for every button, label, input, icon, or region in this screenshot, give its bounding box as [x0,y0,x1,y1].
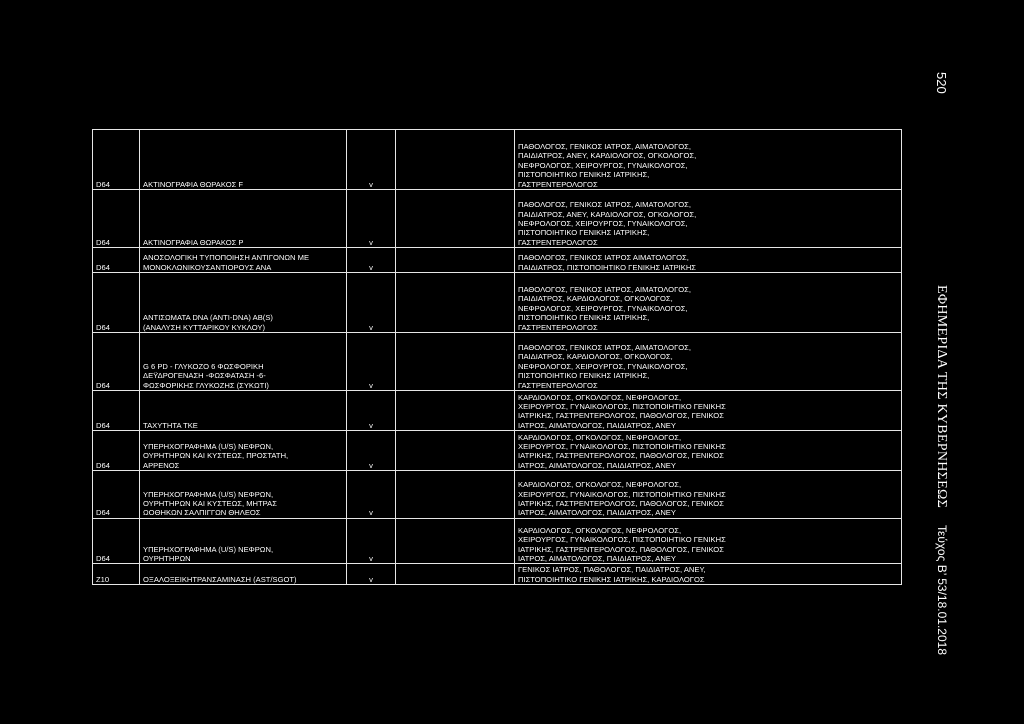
exam-code: D64 [93,272,140,332]
specialty-line: ΠΑΘΟΛΟΓΟΣ, ΓΕΝΙΚΟΣ ΙΑΤΡΟΣ, ΑΙΜΑΤΟΛΟΓΟΣ, [518,343,691,353]
exam-description-line: ΔΕΫΔΡΟΓΕΝΑΣΗ -ΦΩΣΦΑΤΑΣΗ -6- [143,371,266,381]
exam-description-line: ΟΥΡΗΤΗΡΩΝ [143,553,191,563]
table-row [93,130,902,190]
empty-cell [396,130,515,190]
specialty-line: ΠΑΘΟΛΟΓΟΣ, ΓΕΝΙΚΟΣ ΙΑΤΡΟΣ, ΑΙΜΑΤΟΛΟΓΟΣ, [518,142,691,152]
specialty-line: ΧΕΙΡΟΥΡΓΟΣ, ΓΥΝΑΙΚΟΛΟΓΟΣ, ΠΙΣΤΟΠΟΙΗΤΙΚΟ ΓΕΝΙΚΗΣ [518,401,726,411]
exam-description [140,518,347,564]
specialties-cell [515,564,902,585]
specialty-line: ΠΙΣΤΟΠΟΙΗΤΙΚΟ ΓΕΝΙΚΗΣ ΙΑΤΡΙΚΗΣ, [518,371,650,381]
exams-table [92,129,902,585]
gazette-title: ΕΦΗΜΕΡΙΔΑ ΤΗΣ ΚΥΒΕΡΝΗΣΕΩΣ [934,285,949,509]
table-row [93,333,902,391]
specialty-line: ΝΕΦΡΟΛΟΓΟΣ, ΧΕΙΡΟΥΡΓΟΣ, ΓΥΝΑΙΚΟΛΟΓΟΣ, [518,160,688,170]
specialty-line: ΧΕΙΡΟΥΡΓΟΣ, ΓΥΝΑΙΚΟΛΟΓΟΣ, ΠΙΣΤΟΠΟΙΗΤΙΚΟ ΓΕΝΙΚΗΣ [518,489,726,499]
empty-cell [396,190,515,248]
check-mark: v [347,431,396,471]
specialties-cell [515,333,902,391]
specialties-cell [515,190,902,248]
exam-description-line: ΤΑΧΥΤΗΤΑ ΤΚΕ [143,420,198,430]
empty-cell [396,272,515,332]
table-body [93,130,902,585]
check-mark: v [347,272,396,332]
exam-code: D64 [93,391,140,431]
specialties-cell [515,431,902,471]
specialty-line: ΙΑΤΡΙΚΗΣ, ΓΑΣΤΡΕΝΤΕΡΟΛΟΓΟΣ, ΠΑΘΟΛΟΓΟΣ, ΓΕΝΙΚΟΣ [518,544,724,554]
empty-cell [396,471,515,519]
specialties-cell [515,248,902,273]
check-mark: v [347,190,396,248]
empty-cell [396,564,515,585]
exam-description-line: ΜΟΝΟΚΛΩΝΙΚΟΥΣΑΝΤΙΟΡΟΥΣ ΑΝΑ [143,262,272,272]
specialty-line: ΓΑΣΤΡΕΝΤΕΡΟΛΟΓΟΣ [518,179,598,189]
issue-info: Τεύχος Β’ 53/18.01.2018 [935,525,949,655]
exam-code: Z10 [93,564,140,585]
page-number: 520 [934,72,949,94]
specialty-line: ΙΑΤΡΙΚΗΣ, ΓΑΣΤΡΕΝΤΕΡΟΛΟΓΟΣ, ΠΑΘΟΛΟΓΟΣ, ΓΕΝΙΚΟΣ [518,411,724,421]
exam-description-line: ΑΡΡΕΝΟΣ [143,460,180,470]
exam-code: D64 [93,431,140,471]
exam-code: D64 [93,333,140,391]
empty-cell [396,391,515,431]
exam-description [140,272,347,332]
exam-description [140,564,347,585]
specialty-line: ΓΑΣΤΡΕΝΤΕΡΟΛΟΓΟΣ [518,322,598,332]
exam-description [140,248,347,273]
specialties-cell [515,471,902,519]
table-row [93,190,902,248]
exam-description-line: ΥΠΕΡΗΧΟΓΡΑΦΗΜΑ (U/S) ΝΕΦΡΩΝ, [143,441,274,451]
table-row [93,391,902,431]
table-row [93,272,902,332]
specialty-line: ΠΙΣΤΟΠΟΙΗΤΙΚΟ ΓΕΝΙΚΗΣ ΙΑΤΡΙΚΗΣ, [518,228,650,238]
empty-cell [396,333,515,391]
specialty-line: ΙΑΤΡΟΣ, ΑΙΜΑΤΟΛΟΓΟΣ, ΠΑΙΔΙΑΤΡΟΣ, ΑΝΕΥ [518,553,676,563]
check-mark: v [347,391,396,431]
specialties-cell [515,391,902,431]
check-mark: v [347,564,396,585]
exam-description-line: ΩΟΘΗΚΩΝ ΣΑΛΠΙΓΓΩΝ ΘΗΛΕΟΣ [143,508,261,518]
exam-description-line: ΑΚΤΙΝΟΓΡΑΦΙΑ ΘΩΡΑΚΟΣ P [143,237,244,247]
exam-description [140,333,347,391]
specialty-line: ΠΙΣΤΟΠΟΙΗΤΙΚΟ ΓΕΝΙΚΗΣ ΙΑΤΡΙΚΗΣ, [518,313,650,323]
empty-cell [396,431,515,471]
specialty-line: ΝΕΦΡΟΛΟΓΟΣ, ΧΕΙΡΟΥΡΓΟΣ, ΓΥΝΑΙΚΟΛΟΓΟΣ, [518,361,688,371]
specialties-cell [515,130,902,190]
specialty-line: ΓΑΣΤΡΕΝΤΕΡΟΛΟΓΟΣ [518,380,598,390]
specialty-line: ΙΑΤΡΟΣ, ΑΙΜΑΤΟΛΟΓΟΣ, ΠΑΙΔΙΑΤΡΟΣ, ΑΝΕΥ [518,460,676,470]
table-row [93,564,902,585]
specialty-line: ΠΙΣΤΟΠΟΙΗΤΙΚΟ ΓΕΝΙΚΗΣ ΙΑΤΡΙΚΗΣ, ΚΑΡΔΙΟΛΟΓΟΣ [518,574,705,584]
exam-description [140,391,347,431]
exam-description-line: ΦΩΣΦΟΡΙΚΗΣ ΓΛΥΚΟΖΗΣ (ΣΥΚΩΤΙ) [143,380,269,390]
exam-description-line: ΟΥΡΗΤΗΡΩΝ ΚΑΙ ΚΥΣΤΕΩΣ, ΠΡΟΣΤΑΤΗ, [143,451,289,461]
specialty-line: ΠΑΘΟΛΟΓΟΣ, ΓΕΝΙΚΟΣ ΙΑΤΡΟΣ ΑΙΜΑΤΟΛΟΓΟΣ, [518,253,689,263]
specialty-line: ΧΕΙΡΟΥΡΓΟΣ, ΓΥΝΑΙΚΟΛΟΓΟΣ, ΠΙΣΤΟΠΟΙΗΤΙΚΟ ΓΕΝΙΚΗΣ [518,441,726,451]
exam-description [140,130,347,190]
specialty-line: ΧΕΙΡΟΥΡΓΟΣ, ΓΥΝΑΙΚΟΛΟΓΟΣ, ΠΙΣΤΟΠΟΙΗΤΙΚΟ ΓΕΝΙΚΗΣ [518,535,726,545]
check-mark: v [347,130,396,190]
exam-code: D64 [93,190,140,248]
check-mark: v [347,518,396,564]
exam-description-line: ΑΝΤΙΣΩΜΑΤΑ DNA (ANTI-DNA) AB(S) [143,313,273,323]
exam-description [140,471,347,519]
specialty-line: ΙΑΤΡΟΣ, ΑΙΜΑΤΟΛΟΓΟΣ, ΠΑΙΔΙΑΤΡΟΣ, ΑΝΕΥ [518,508,676,518]
exam-description-line: ΥΠΕΡΗΧΟΓΡΑΦΗΜΑ (U/S) ΝΕΦΡΩΝ, [143,489,274,499]
exam-description-line: (ΑΝΑΛΥΣΗ ΚΥΤΤΑΡΙΚΟΥ ΚΥΚΛΟΥ) [143,322,265,332]
specialty-line: ΝΕΦΡΟΛΟΓΟΣ, ΧΕΙΡΟΥΡΓΟΣ, ΓΥΝΑΙΚΟΛΟΓΟΣ, [518,218,688,228]
check-mark: v [347,248,396,273]
exam-description-line: ΑΝΟΣΟΛΟΓΙΚΗ ΤΥΠΟΠΟΙΗΣΗ ΑΝΤΙΓΟΝΩΝ ΜΕ [143,253,310,263]
specialty-line: ΙΑΤΡΙΚΗΣ, ΓΑΣΤΡΕΝΤΕΡΟΛΟΓΟΣ, ΠΑΘΟΛΟΓΟΣ, ΓΕΝΙΚΟΣ [518,451,724,461]
exam-description-line: ΟΥΡΗΤΗΡΩΝ ΚΑΙ ΚΥΣΤΕΩΣ, ΜΗΤΡΑΣ [143,498,277,508]
specialties-cell [515,272,902,332]
specialty-line: ΙΑΤΡΟΣ, ΑΙΜΑΤΟΛΟΓΟΣ, ΠΑΙΔΙΑΤΡΟΣ, ΑΝΕΥ [518,420,676,430]
table-row [93,431,902,471]
exam-code: D64 [93,518,140,564]
specialty-line: ΚΑΡΔΙΟΛΟΓΟΣ, ΟΓΚΟΛΟΓΟΣ, ΝΕΦΡΟΛΟΓΟΣ, [518,480,682,490]
exam-description-line: ΥΠΕΡΗΧΟΓΡΑΦΗΜΑ (U/S) ΝΕΦΡΩΝ, [143,544,274,554]
specialty-line: ΝΕΦΡΟΛΟΓΟΣ, ΧΕΙΡΟΥΡΓΟΣ, ΓΥΝΑΙΚΟΛΟΓΟΣ, [518,303,688,313]
specialty-line: ΠΑΙΔΙΑΤΡΟΣ, ΠΙΣΤΟΠΟΙΗΤΙΚΟ ΓΕΝΙΚΗΣ ΙΑΤΡΙΚΗΣ [518,262,697,272]
exam-description-line: ΑΚΤΙΝΟΓΡΑΦΙΑ ΘΩΡΑΚΟΣ F [143,179,244,189]
exam-code: D64 [93,248,140,273]
specialty-line: ΠΙΣΤΟΠΟΙΗΤΙΚΟ ΓΕΝΙΚΗΣ ΙΑΤΡΙΚΗΣ, [518,170,650,180]
table-row [93,471,902,519]
specialty-line: ΠΑΙΔΙΑΤΡΟΣ, ΑΝΕΥ, ΚΑΡΔΙΟΛΟΓΟΣ, ΟΓΚΟΛΟΓΟΣ, [518,151,697,161]
specialty-line: ΙΑΤΡΙΚΗΣ, ΓΑΣΤΡΕΝΤΕΡΟΛΟΓΟΣ, ΠΑΘΟΛΟΓΟΣ, ΓΕΝΙΚΟΣ [518,498,724,508]
exam-description-line: ΟΞΑΛΟΞΕΙΚΗΤΡΑΝΣΑΜΙΝΑΣΗ (AST/SGOT) [143,574,297,584]
exam-description [140,190,347,248]
check-mark: v [347,471,396,519]
check-mark: v [347,333,396,391]
table-row [93,248,902,273]
exam-description [140,431,347,471]
specialty-line: ΓΑΣΤΡΕΝΤΕΡΟΛΟΓΟΣ [518,237,598,247]
specialty-line: ΚΑΡΔΙΟΛΟΓΟΣ, ΟΓΚΟΛΟΓΟΣ, ΝΕΦΡΟΛΟΓΟΣ, [518,392,682,402]
specialty-line: ΓΕΝΙΚΟΣ ΙΑΤΡΟΣ, ΠΑΘΟΛΟΓΟΣ, ΠΑΙΔΙΑΤΡΟΣ, ΑΝΕΥ, [518,565,706,575]
exam-description-line: G 6 PD - ΓΛΥΚΟΖΟ 6 ΦΩΣΦΟΡΙΚΗ [143,361,264,371]
table-row [93,518,902,564]
specialty-line: ΚΑΡΔΙΟΛΟΓΟΣ, ΟΓΚΟΛΟΓΟΣ, ΝΕΦΡΟΛΟΓΟΣ, [518,525,682,535]
exam-code: D64 [93,471,140,519]
specialty-line: ΠΑΙΔΙΑΤΡΟΣ, ΑΝΕΥ, ΚΑΡΔΙΟΛΟΓΟΣ, ΟΓΚΟΛΟΓΟΣ, [518,209,697,219]
empty-cell [396,518,515,564]
exam-code: D64 [93,130,140,190]
specialty-line: ΠΑΘΟΛΟΓΟΣ, ΓΕΝΙΚΟΣ ΙΑΤΡΟΣ, ΑΙΜΑΤΟΛΟΓΟΣ, [518,285,691,295]
specialties-cell [515,518,902,564]
specialty-line: ΠΑΘΟΛΟΓΟΣ, ΓΕΝΙΚΟΣ ΙΑΤΡΟΣ, ΑΙΜΑΤΟΛΟΓΟΣ, [518,200,691,210]
specialty-line: ΠΑΙΔΙΑΤΡΟΣ, ΚΑΡΔΙΟΛΟΓΟΣ, ΟΓΚΟΛΟΓΟΣ, [518,352,673,362]
specialty-line: ΠΑΙΔΙΑΤΡΟΣ, ΚΑΡΔΙΟΛΟΓΟΣ, ΟΓΚΟΛΟΓΟΣ, [518,294,673,304]
specialty-line: ΚΑΡΔΙΟΛΟΓΟΣ, ΟΓΚΟΛΟΓΟΣ, ΝΕΦΡΟΛΟΓΟΣ, [518,432,682,442]
empty-cell [396,248,515,273]
